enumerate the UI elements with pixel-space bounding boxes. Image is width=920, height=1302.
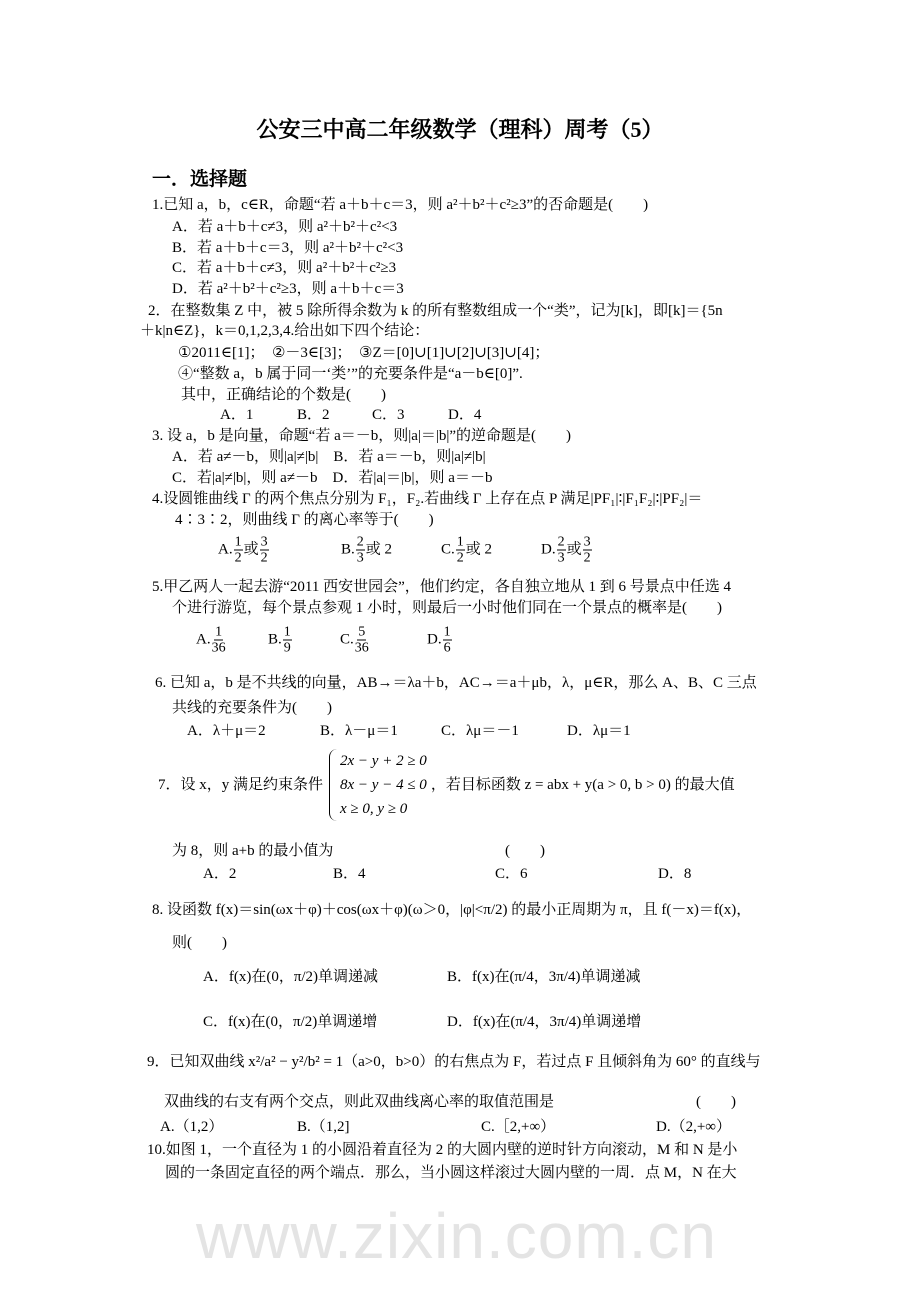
denominator: 6: [443, 640, 451, 656]
fraction: [557, 535, 566, 566]
question-7-option-c: C．6: [495, 866, 528, 882]
question-9-stem: 9．已知双曲线 x²/a² − y²/b² = 1（a>0，b>0）的右焦点为 F，若过点 F 且倾斜角为 60° 的直线与: [147, 1054, 761, 1070]
question-9-option-c: C.［2,+∞）: [481, 1119, 556, 1135]
option-label: A.: [218, 541, 233, 558]
denominator: 36: [354, 640, 369, 656]
question-2-ask: 其中，正确结论的个数是( ): [181, 387, 386, 403]
question-5-option-b: [268, 625, 293, 656]
question-3-options-ab: A．若 a≠－b，则|a|≠|b| B．若 a＝－b，则|a|≠|b|: [172, 449, 486, 465]
question-2-option-c: C．3: [372, 407, 405, 423]
fraction: [456, 535, 465, 566]
question-2-stem: 2．在整数集 Z 中，被 5 除所得余数为 k 的所有整数组成一个“类”，记为[k]，即[k]＝{5n: [148, 303, 723, 319]
question-7-option-d: D．8: [658, 866, 692, 882]
question-5-option-c: [340, 625, 370, 656]
numerator: 2: [557, 534, 565, 550]
question-1-stem: 1.已知 a，b，c∈R，命题“若 a＋b＋c＝3，则 a²＋b²＋c²≥3”的否命题是( ): [152, 197, 649, 213]
numerator: 1: [456, 534, 464, 550]
question-4-option-c: [441, 535, 492, 566]
question-5-option-a: [196, 625, 227, 656]
question-2-option-b: B．2: [297, 407, 330, 423]
question-8-option-b: B．f(x)在(π/4，3π/4)单调递减: [447, 969, 641, 985]
question-2-option-d: D．4: [448, 407, 482, 423]
question-4-option-d: [541, 535, 593, 566]
question-8-option-a: A．f(x)在(0，π/2)单调递减: [203, 969, 379, 985]
denominator: 3: [356, 550, 364, 566]
question-7-stem-cont: 为 8，则 a+b 的最小值为: [172, 843, 334, 859]
option-tail: 或 2: [365, 541, 393, 558]
answer-paren: ( ): [696, 1094, 736, 1110]
numerator: 5: [358, 624, 366, 640]
page-title: 公安三中高二年级数学（理科）周考（5）: [256, 117, 664, 142]
numerator: 1: [215, 624, 223, 640]
fraction: [356, 535, 365, 566]
or-text: 或: [566, 541, 582, 558]
denominator: 2: [583, 550, 591, 566]
question-2-conclusions: ①2011∈[1]； ②－3∈[3]； ③Z＝[0]∪[1]∪[2]∪[3]∪[4]；: [178, 345, 550, 361]
section-heading: 一．选择题: [152, 169, 248, 190]
watermark: www.zixin.com.cn: [196, 1200, 717, 1272]
numerator: 3: [583, 534, 591, 550]
denominator: 2: [234, 550, 242, 566]
question-4-stem-cont: 4∶3∶2，则曲线 Γ 的离心率等于( ): [175, 512, 434, 528]
option-label: B.: [268, 631, 282, 648]
question-6-option-d: D．λμ＝1: [567, 723, 631, 739]
question-4-option-b: [341, 535, 392, 566]
question-1-option-b: B．若 a＋b＋c＝3，则 a²＋b²＋c²<3: [172, 240, 404, 256]
question-4-option-a: [218, 535, 270, 566]
question-8-stem-cont: 则( ): [172, 935, 227, 951]
numerator: 3: [260, 534, 268, 550]
question-9-option-b: B.（1,2]: [297, 1119, 350, 1135]
question-5-stem: 5.甲乙两人一起去游“2011 西安世园会”，他们约定，各自独立地从 1 到 6 号景点中任选 4: [152, 579, 732, 595]
constraint-1: 2x − y + 2 ≥ 0: [340, 753, 427, 769]
question-8-option-c: C．f(x)在(0，π/2)单调递增: [203, 1014, 378, 1030]
question-10-stem-cont: 圆的一条固定直径的两个端点．那么，当小圆这样滚过大圆内壁的一周．点 M，N 在大: [165, 1165, 737, 1181]
question-9-option-a: A.（1,2）: [160, 1119, 224, 1135]
constraint-list: [337, 749, 427, 821]
fraction: [212, 625, 226, 656]
numerator: 1: [443, 624, 451, 640]
question-1-option-d: D．若 a²＋b²＋c²≥3，则 a＋b＋c＝3: [172, 281, 404, 297]
denominator: 2: [260, 550, 268, 566]
question-6-stem-cont: 共线的充要条件为( ): [172, 700, 332, 716]
denominator: 3: [557, 550, 565, 566]
answer-paren: ( ): [505, 843, 545, 859]
question-6-option-a: A．λ＋μ＝2: [187, 723, 266, 739]
option-label: B.: [341, 541, 355, 558]
question-9-stem-cont: 双曲线的右支有两个交点，则此双曲线离心率的取值范围是: [164, 1094, 555, 1110]
question-6-stem: 6. 已知 a，b 是不共线的向量，AB→＝λa＋b，AC→＝a＋μb，λ，μ∈R，那么 A、B、C 三点: [155, 675, 757, 691]
question-4-stem: 4.设圆锥曲线 Γ 的两个焦点分别为 F₁，F₂.若曲线 Γ 上存在点 P 满足|PF₁|∶|F₁F₂|∶|PF₂|＝: [152, 491, 703, 507]
question-1-option-a: A．若 a＋b＋c≠3，则 a²＋b²＋c²<3: [172, 219, 398, 235]
question-8-stem: 8. 设函数 f(x)＝sin(ωx＋φ)＋cos(ωx＋φ)(ω＞0，|φ|<π/2) 的最小正周期为 π，且 f(－x)＝f(x)，: [152, 902, 752, 918]
constraint-3: x ≥ 0, y ≥ 0: [340, 801, 408, 817]
question-3-stem: 3. 设 a，b 是向量，命题“若 a＝－b，则|a|＝|b|”的逆命题是( ): [152, 428, 572, 444]
constraint-system: [329, 749, 427, 821]
fraction: [260, 535, 269, 566]
question-2-stem-cont: ＋k|n∈Z}，k＝0,1,2,3,4.给出如下四个结论：: [140, 323, 430, 339]
denominator: 36: [211, 640, 226, 656]
option-label: C.: [340, 631, 354, 648]
fraction: [583, 535, 592, 566]
numerator: 1: [283, 624, 291, 640]
question-8-option-d: D．f(x)在(π/4，3π/4)单调递增: [447, 1014, 642, 1030]
question-6-option-c: C．λμ＝－1: [441, 723, 519, 739]
option-tail: 或 2: [465, 541, 493, 558]
question-7-option-a: A．2: [203, 866, 237, 882]
or-text: 或: [243, 541, 259, 558]
option-label: C.: [441, 541, 455, 558]
question-7-stem: 7．设 x，y 满足约束条件: [158, 777, 324, 793]
question-2-option-a: A．1: [220, 407, 254, 423]
question-9-option-d: D.（2,+∞）: [656, 1119, 731, 1135]
question-7-stem-post: ，若目标函数 z = abx + y(a > 0, b > 0) 的最大值: [430, 777, 735, 793]
fraction: [355, 625, 369, 656]
denominator: 9: [283, 640, 291, 656]
brace: [329, 749, 337, 821]
fraction: [234, 535, 243, 566]
question-10-stem: 10.如图 1，一个直径为 1 的小圆沿着直径为 2 的大圆内壁的逆时针方向滚动，M 和 N 是小: [147, 1142, 738, 1158]
fraction: [443, 625, 452, 656]
question-3-options-cd: C．若|a|≠|b|，则 a≠－b D．若|a|＝|b|，则 a＝－b: [172, 470, 493, 486]
option-label: D.: [541, 541, 556, 558]
question-2-conclusion-4: ④“整数 a，b 属于同一‘类’”的充要条件是“a－b∈[0]”.: [178, 366, 523, 382]
numerator: 2: [356, 534, 364, 550]
question-5-stem-cont: 个进行游览，每个景点参观 1 小时，则最后一小时他们同在一个景点的概率是( ): [172, 600, 722, 616]
question-6-option-b: B．λ－μ＝1: [320, 723, 398, 739]
question-7-row: [158, 749, 735, 821]
denominator: 2: [456, 550, 464, 566]
question-5-option-d: [427, 625, 453, 656]
option-label: A.: [196, 631, 211, 648]
constraint-2: 8x − y − 4 ≤ 0: [340, 777, 427, 793]
question-7-option-b: B．4: [333, 866, 366, 882]
option-label: D.: [427, 631, 442, 648]
fraction: [283, 625, 292, 656]
question-1-option-c: C．若 a＋b＋c≠3，则 a²＋b²＋c²≥3: [172, 260, 397, 276]
numerator: 1: [234, 534, 242, 550]
